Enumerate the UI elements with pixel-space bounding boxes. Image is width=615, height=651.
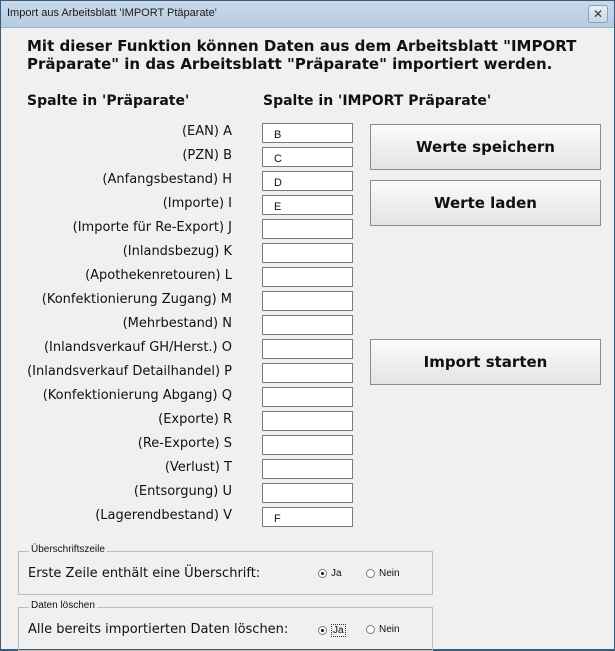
- row-label-inlandsverkauf-gh: (Inlandsverkauf GH/Herst.) O: [43, 340, 232, 355]
- row-label-apothekenretouren: (Apothekenretouren) L: [85, 268, 232, 283]
- column-field-pzn[interactable]: C: [262, 147, 353, 167]
- row-label-lagerendbestand: (Lagerendbestand) V: [95, 508, 232, 523]
- title-bar[interactable]: [1, 1, 614, 28]
- row-label-exporte: (Exporte) R: [158, 412, 232, 427]
- column-field-importe[interactable]: E: [262, 195, 353, 215]
- row-label-mehrbestand: (Mehrbestand) N: [122, 316, 232, 331]
- row-label-importe: (Importe) I: [162, 196, 232, 211]
- radio-label: Ja: [333, 625, 344, 636]
- row-label-anfangsbestand: (Anfangsbestand) H: [102, 172, 232, 187]
- row-label-inlandsbezug: (Inlandsbezug) K: [122, 244, 232, 259]
- column-field-anfangsbestand[interactable]: D: [262, 171, 353, 191]
- delete-data-radio-yes[interactable]: [318, 624, 346, 637]
- column-field-apothekenretouren[interactable]: [262, 267, 353, 287]
- save-values-button[interactable]: Werte speichern: [370, 124, 601, 170]
- header-row-group: [18, 544, 433, 595]
- row-label-inlandsverkauf-detail: (Inlandsverkauf Detailhandel) P: [27, 364, 232, 379]
- radio-label: Nein: [379, 624, 400, 635]
- header-source-column: Spalte in 'IMPORT Präparate': [263, 93, 492, 109]
- column-field-entsorgung[interactable]: [262, 483, 353, 503]
- column-field-inlandsverkauf-detail[interactable]: [262, 363, 353, 383]
- row-label-pzn: (PZN) B: [182, 148, 232, 163]
- column-field-reexporte[interactable]: [262, 435, 353, 455]
- header-row-radio-yes[interactable]: [318, 568, 342, 579]
- column-field-inlandsverkauf-gh[interactable]: [262, 339, 353, 359]
- header-row-question: Erste Zeile enthält eine Überschrift:: [28, 566, 261, 581]
- start-import-button[interactable]: Import starten: [370, 339, 601, 385]
- column-field-importe-reexport[interactable]: [262, 219, 353, 239]
- row-label-verlust: (Verlust) T: [164, 460, 232, 475]
- delete-data-group: [18, 600, 433, 651]
- radio-unselected-icon: [366, 625, 375, 634]
- header-target-column: Spalte in 'Präparate': [27, 93, 190, 109]
- radio-label: Nein: [379, 568, 400, 579]
- radio-label: Ja: [331, 568, 342, 579]
- row-label-entsorgung: (Entsorgung) U: [133, 484, 232, 499]
- radio-unselected-icon: [366, 569, 375, 578]
- column-field-ean[interactable]: B: [262, 123, 353, 143]
- column-field-mehrbestand[interactable]: [262, 315, 353, 335]
- row-label-importe-reexport: (Importe für Re-Export) J: [72, 220, 232, 235]
- radio-selected-icon: [318, 626, 327, 635]
- header-row-legend: Überschriftszeile: [31, 544, 105, 555]
- row-label-konfektionierung-zugang: (Konfektionierung Zugang) M: [41, 292, 232, 307]
- window-title: Import aus Arbeitsblatt 'IMPORT Ptäparate': [7, 7, 217, 19]
- row-label-reexporte: (Re-Exporte) S: [137, 436, 232, 451]
- delete-data-question: Alle bereits importierten Daten löschen:: [28, 622, 289, 637]
- column-field-konfektionierung-zugang[interactable]: [262, 291, 353, 311]
- column-field-konfektionierung-abgang[interactable]: [262, 387, 353, 407]
- close-icon[interactable]: ✕: [588, 5, 608, 23]
- row-label-ean: (EAN) A: [181, 124, 232, 139]
- column-field-exporte[interactable]: [262, 411, 353, 431]
- delete-data-radio-no[interactable]: [366, 624, 400, 635]
- row-label-konfektionierung-abgang: (Konfektionierung Abgang) Q: [42, 388, 232, 403]
- column-field-inlandsbezug[interactable]: [262, 243, 353, 263]
- load-values-button[interactable]: Werte laden: [370, 180, 601, 226]
- radio-selected-icon: [318, 569, 327, 578]
- column-field-lagerendbestand[interactable]: F: [262, 507, 353, 527]
- delete-data-legend: Daten löschen: [31, 600, 95, 611]
- header-row-radio-no[interactable]: [366, 568, 400, 579]
- column-field-verlust[interactable]: [262, 459, 353, 479]
- intro-text: Mit dieser Funktion können Daten aus dem Arbeitsblatt "IMPORT Präparate" in das Arbeitsblatt "Präparate" importiert werden.: [27, 37, 577, 73]
